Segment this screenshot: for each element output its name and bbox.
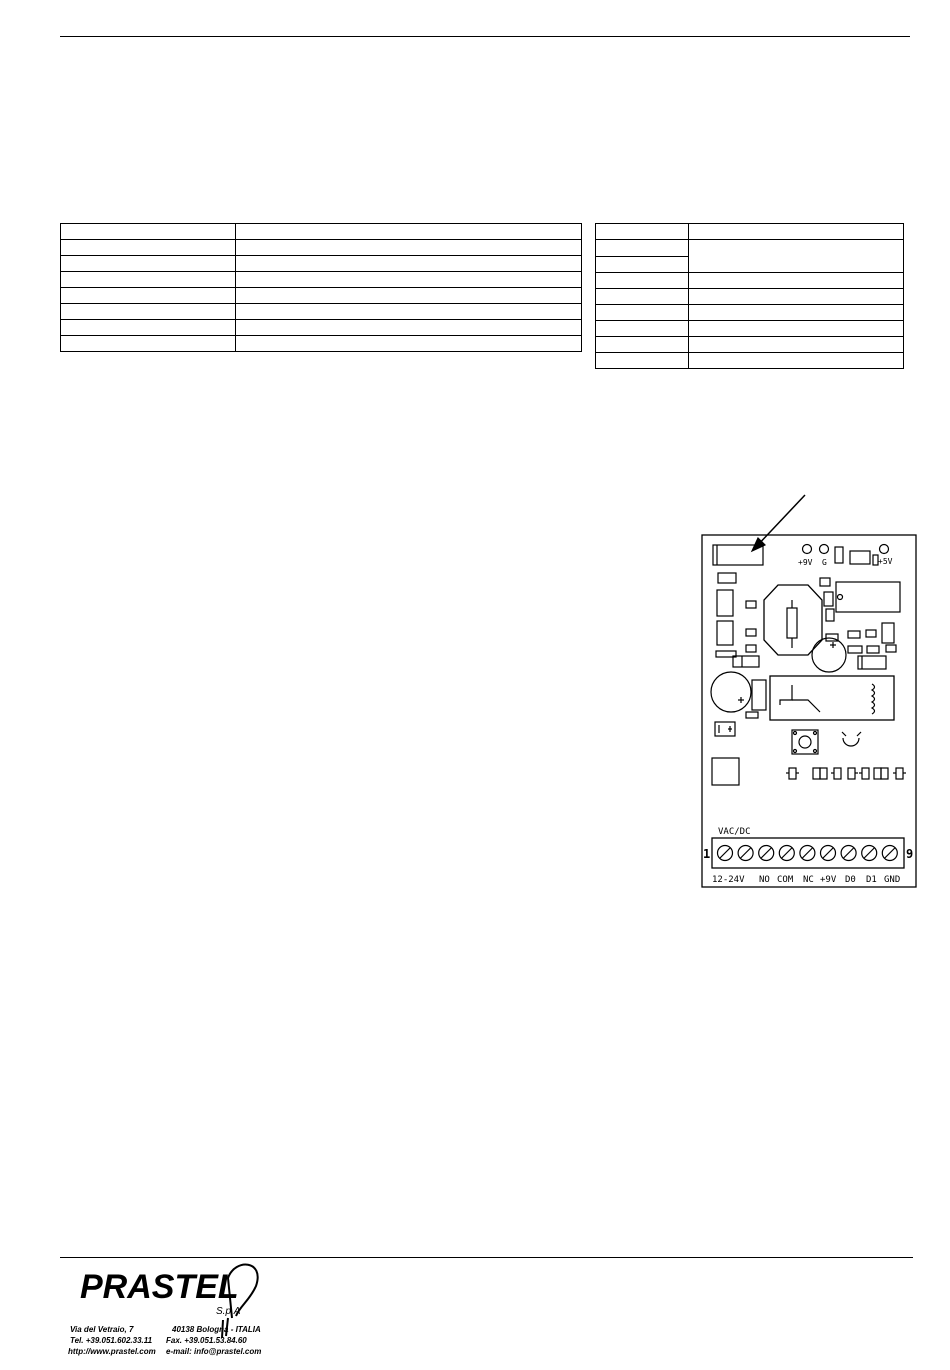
relay	[770, 676, 894, 720]
table-row	[61, 240, 582, 256]
pointer-arrow	[755, 495, 805, 548]
table-row	[596, 321, 904, 337]
terminal-label: D0	[845, 875, 856, 885]
buzzer-housing	[764, 585, 822, 655]
terminal-screws	[718, 846, 898, 861]
table-row	[596, 337, 904, 353]
table-row	[596, 240, 904, 257]
terminal-label: COM	[777, 875, 794, 885]
table-row	[596, 273, 904, 289]
table-row	[596, 305, 904, 321]
website-link[interactable]: http://www.prastel.com	[68, 1347, 156, 1356]
connector-title: VAC/DC	[718, 827, 751, 837]
table-row	[596, 224, 904, 240]
table-row	[61, 320, 582, 336]
phone-line: Tel. +39.051.602.33.11	[70, 1336, 153, 1345]
brand-suffix: S.p.A	[216, 1306, 241, 1317]
terminal-label: NC	[803, 875, 814, 885]
fax-line: Fax. +39.051.53.84.60	[166, 1336, 247, 1345]
terminal-label: NO	[759, 875, 770, 885]
table-row	[61, 288, 582, 304]
spec-table-right	[595, 223, 904, 369]
city-line: 40138 Bologna - ITALIA	[172, 1325, 261, 1334]
spec-table-left	[60, 223, 582, 352]
table-row	[61, 272, 582, 288]
power-label-9v: +9V	[798, 558, 813, 567]
terminal-label: 12-24V	[712, 875, 745, 885]
capacitor	[812, 638, 846, 672]
table-row	[61, 336, 582, 352]
brand-name: PRASTEL	[80, 1268, 239, 1306]
header-rule	[60, 36, 910, 37]
table-row	[61, 224, 582, 240]
capacitor	[711, 672, 751, 712]
led-icon	[843, 738, 859, 746]
pin-last-label: 9	[906, 847, 914, 861]
ic-chip	[836, 582, 900, 612]
table-row	[596, 289, 904, 305]
table-row	[596, 353, 904, 369]
table-row	[61, 304, 582, 320]
terminal-label: D1	[866, 875, 877, 885]
power-label-5v: +5V	[878, 557, 893, 566]
diode-row	[786, 768, 906, 779]
terminal-label: GND	[884, 875, 901, 885]
company-logo	[60, 1258, 264, 1362]
pcb-diagram	[700, 490, 930, 890]
pin-first-label: 1	[703, 847, 711, 861]
terminal-label: +9V	[820, 875, 837, 885]
email-link[interactable]: e-mail: info@prastel.com	[166, 1347, 262, 1356]
terminal-labels	[712, 875, 900, 885]
address-line: Via del Vetraio, 7	[70, 1325, 134, 1334]
power-label-g: G	[822, 558, 827, 567]
table-row	[61, 256, 582, 272]
